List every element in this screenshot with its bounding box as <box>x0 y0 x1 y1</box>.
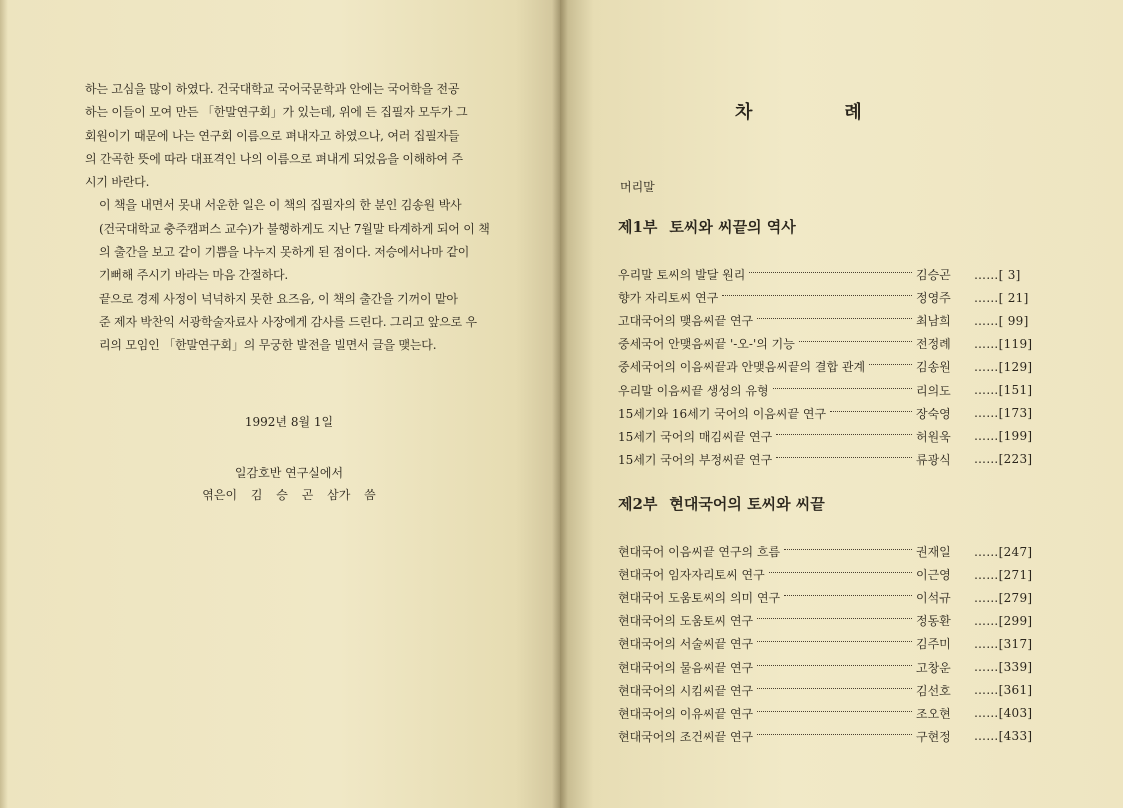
toc-entry-author: 김송원 <box>916 360 951 375</box>
toc-entry-title: 현대국어 이음씨끝 연구의 흐름 <box>618 545 781 560</box>
toc-entry-page: ……[119] <box>974 336 1033 351</box>
preface-line: 준 제자 박찬익 서광학술자료사 사장에게 감사를 드린다. 그리고 앞으로 우 <box>99 314 477 329</box>
toc-entry[interactable] <box>618 540 1038 563</box>
preface-line: 하는 고심을 많이 하였다. 건국대학교 국어국문학과 안에는 국어학을 전공 <box>85 82 460 96</box>
preface-paragraph-3 <box>85 288 493 358</box>
toc-entry-title: 현대국어의 서술씨끝 연구 <box>618 637 754 652</box>
toc-entry-page: ……[ 99] <box>974 313 1029 328</box>
toc-entry-title: 현대국어의 도움토씨 연구 <box>618 614 754 629</box>
toc-dot-leader <box>757 318 912 319</box>
page-edge <box>0 0 8 808</box>
toc-entry-title: 15세기 국어의 매김씨끝 연구 <box>618 429 773 444</box>
preface-line: 의 간곡한 뜻에 따라 대표격인 나의 이름으로 펴내게 되었음을 이해하여 주 <box>85 151 463 166</box>
toc-entry-title: 현대국어 임자자리토씨 연구 <box>618 568 765 583</box>
preface-paragraph-1 <box>85 78 493 194</box>
toc-entry[interactable] <box>618 425 1038 448</box>
toc-entry-author: 정동환 <box>916 614 951 629</box>
toc-entry-title: 15세기와 16세기 국어의 이음씨끝 연구 <box>618 406 827 421</box>
toc-entry-page: ……[361] <box>974 683 1033 698</box>
toc-entry-title: 중세국어의 이음씨끝과 안맺음씨끝의 결합 관계 <box>618 360 866 375</box>
toc-entry-page: ……[299] <box>974 613 1033 628</box>
toc-dot-leader <box>869 364 912 365</box>
toc-title-char-1: 차 <box>735 102 755 123</box>
toc-dot-leader <box>722 295 912 296</box>
toc-entry[interactable] <box>618 286 1038 309</box>
toc-entry-page: ……[ 3] <box>974 267 1021 282</box>
toc-entry[interactable] <box>618 448 1038 471</box>
toc-entry-page: ……[223] <box>974 452 1033 467</box>
toc-entry-author: 이석규 <box>916 591 951 606</box>
part-2-heading <box>618 493 825 514</box>
toc-entry[interactable] <box>618 702 1038 725</box>
toc-entry-author: 전정례 <box>916 337 951 352</box>
toc-entry-author: 구현정 <box>916 729 951 744</box>
toc-entry-author: 고창운 <box>916 660 951 675</box>
toc-entry-page: ……[ 21] <box>974 290 1029 305</box>
toc-entry[interactable] <box>618 378 1038 401</box>
toc-entry-page: ……[173] <box>974 406 1033 421</box>
toc-entry[interactable] <box>618 355 1038 378</box>
toc-entry-author: 김승곤 <box>916 268 951 283</box>
toc-entry-author: 장숙영 <box>916 406 951 421</box>
toc-entry[interactable] <box>618 586 1038 609</box>
toc-entry[interactable] <box>618 679 1038 702</box>
toc-entry-title: 15세기 국어의 부정씨끝 연구 <box>618 452 773 467</box>
toc-entry[interactable] <box>618 725 1038 748</box>
toc-entry-author: 류광식 <box>916 452 951 467</box>
preface-line: 하는 이들이 모여 만든 「한말연구회」가 있는데, 위에 든 집필자 모두가 그 <box>85 105 468 120</box>
part-1-number: 제1부 <box>618 218 658 236</box>
toc-dot-leader <box>776 457 912 458</box>
toc-dot-leader <box>784 549 912 550</box>
toc-dot-leader <box>769 572 912 573</box>
toc-entry-author: 정영주 <box>916 291 951 306</box>
left-page-preface <box>0 0 560 808</box>
part-2-number: 제2부 <box>618 495 658 513</box>
toc-entry-page: ……[199] <box>974 429 1033 444</box>
toc-entry-title: 우리말 이음씨끝 생성의 유형 <box>618 383 769 398</box>
toc-dot-leader <box>757 734 912 735</box>
toc-entry-author: 최남희 <box>916 314 951 329</box>
toc-entry-title: 현대국어의 물음씨끝 연구 <box>618 660 754 675</box>
toc-entry-page: ……[403] <box>974 706 1033 721</box>
toc-dot-leader <box>757 641 912 642</box>
preface-line: 회원이기 때문에 나는 연구회 이름으로 펴내자고 하였으나, 여러 집필자들 <box>85 128 460 143</box>
preface-date: 1992년 8월 1일 <box>244 415 334 429</box>
toc-entry-page: ……[433] <box>974 729 1033 744</box>
toc-entry-page: ……[271] <box>974 567 1033 582</box>
toc-entry-author: 김주미 <box>916 637 951 652</box>
toc-entry-title: 향가 자리토씨 연구 <box>618 291 719 306</box>
toc-dot-leader <box>757 618 912 619</box>
toc-entry-page: ……[129] <box>974 359 1033 374</box>
toc-dot-leader <box>757 688 912 689</box>
part-2-title: 현대국어의 토씨와 씨끝 <box>669 495 825 513</box>
toc-entry-author: 이근영 <box>916 568 951 583</box>
preface-line: 시기 바란다. <box>85 175 150 190</box>
toc-entry[interactable] <box>618 402 1038 425</box>
toc-dot-leader <box>757 711 912 712</box>
toc-entry-page: ……[339] <box>974 660 1033 675</box>
toc-entry-author: 리의도 <box>916 383 951 398</box>
preface-line: 이 책을 내면서 못내 서운한 일은 이 책의 집필자의 한 분인 김송원 박사 <box>99 198 462 213</box>
part-1-title: 토씨와 씨끝의 역사 <box>669 218 796 236</box>
toc-dot-leader <box>830 411 912 412</box>
toc-entry-author: 권재일 <box>916 545 951 560</box>
toc-title <box>735 98 954 124</box>
toc-dot-leader <box>749 272 912 273</box>
preface-line: 끝으로 경제 사정이 넉넉하지 못한 요즈음, 이 책의 출간을 기꺼이 맡아 <box>99 291 458 306</box>
toc-dot-leader <box>784 595 912 596</box>
preface-line: 리의 모임인 「한말연구회」의 무궁한 발전을 빌면서 글을 맺는다. <box>99 338 437 353</box>
toc-title-char-2: 례 <box>844 102 864 123</box>
toc-entry[interactable] <box>618 609 1038 632</box>
toc-dot-leader <box>757 665 912 666</box>
preface-place: 일감호반 연구실에서 <box>234 466 344 480</box>
toc-entry-page: ……[247] <box>974 544 1033 559</box>
toc-entry-title: 중세국어 안맺음씨끝 '-오-'의 기능 <box>618 337 795 352</box>
toc-entry[interactable] <box>618 332 1038 355</box>
toc-entry-title: 현대국어의 조건씨끝 연구 <box>618 729 754 744</box>
part-1-entries <box>618 263 1038 471</box>
toc-entry-title: 현대국어 도움토씨의 의미 연구 <box>618 591 781 606</box>
toc-entry-author: 김선호 <box>916 683 951 698</box>
preface-line: 기뻐해 주시기 바라는 마음 간절하다. <box>99 268 288 283</box>
toc-dot-leader <box>799 341 912 342</box>
toc-entry-page: ……[151] <box>974 383 1033 398</box>
toc-entry-title: 현대국어의 이유씨끝 연구 <box>618 706 754 721</box>
toc-entry[interactable] <box>618 263 1038 286</box>
toc-entry-title: 현대국어의 시킴씨끝 연구 <box>618 683 754 698</box>
preface-line: 의 출간을 보고 같이 기쁨을 나누지 못하게 된 점이다. 저승에서나마 같이 <box>99 245 470 260</box>
book-gutter <box>552 0 568 808</box>
preface-paragraph-2 <box>85 194 493 287</box>
part-1-heading <box>618 216 796 237</box>
toc-foreword: 머리말 <box>620 180 655 194</box>
toc-entry-author: 허원욱 <box>916 429 951 444</box>
preface-signature: 엮은이 김 승 곤 삼가 씀 <box>202 488 376 502</box>
toc-entry-title: 우리말 토씨의 발달 원리 <box>618 268 746 283</box>
toc-entry[interactable] <box>618 563 1038 586</box>
preface-line: (건국대학교 충주캠퍼스 교수)가 불행하게도 지난 7월말 타계하게 되어 이 책 <box>99 221 490 236</box>
part-2-entries <box>618 540 1038 748</box>
toc-entry-author: 조오현 <box>916 706 951 721</box>
toc-entry[interactable] <box>618 309 1038 332</box>
toc-entry-page: ……[317] <box>974 636 1033 651</box>
toc-entry-page: ……[279] <box>974 590 1033 605</box>
toc-entry[interactable] <box>618 655 1038 678</box>
toc-dot-leader <box>776 434 912 435</box>
toc-entry[interactable] <box>618 632 1038 655</box>
preface-text <box>85 78 493 358</box>
toc-dot-leader <box>773 388 912 389</box>
toc-entry-title: 고대국어의 맺음씨끝 연구 <box>618 314 754 329</box>
